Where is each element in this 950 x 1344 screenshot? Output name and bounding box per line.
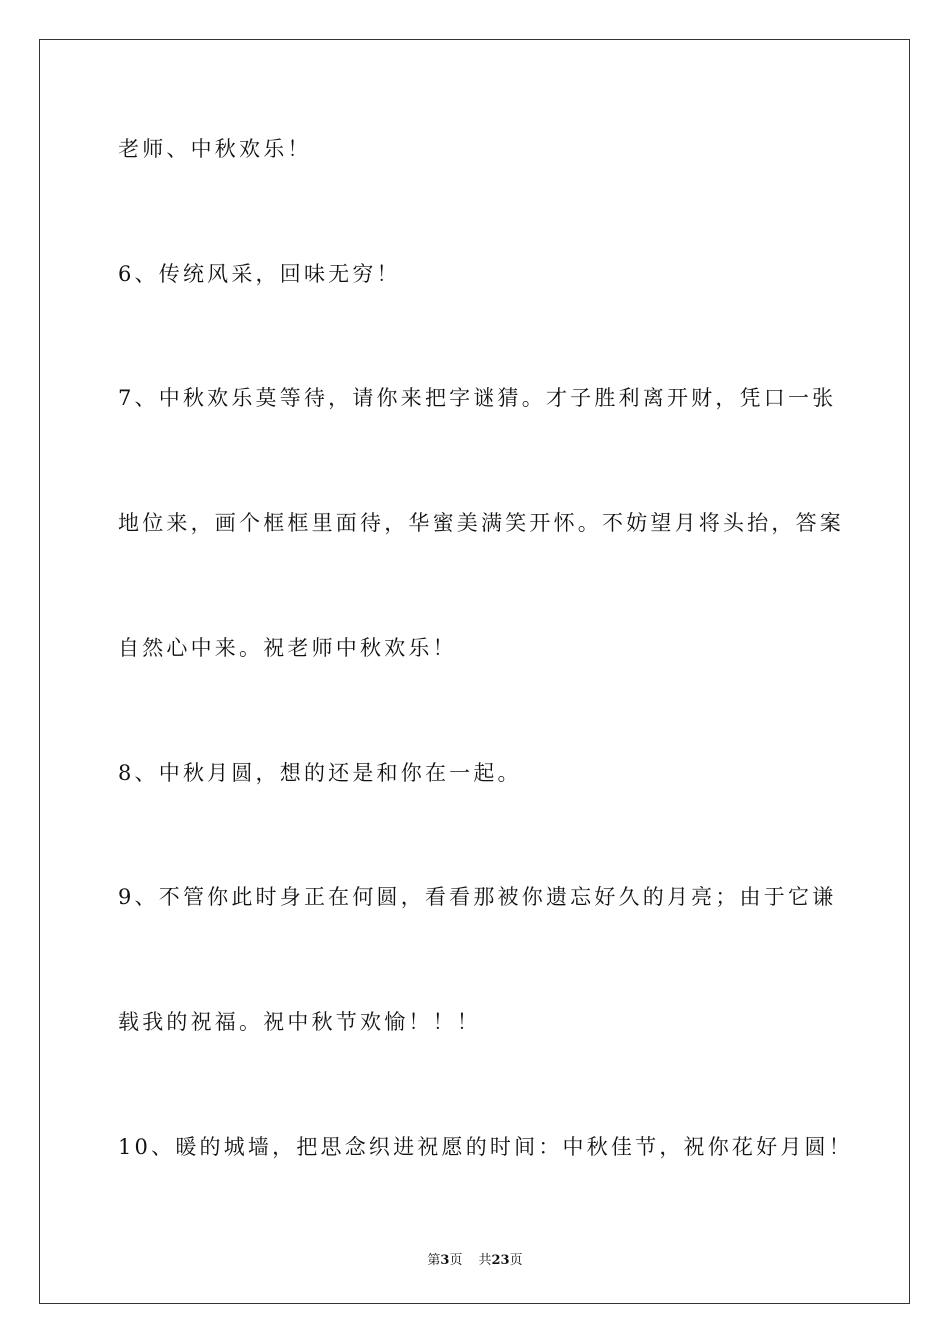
page-number: 3 [440, 1253, 450, 1268]
text-line-6: 8、中秋月圆，想的还是和你在一起。 [118, 761, 522, 785]
text-line-3: 7、中秋欢乐莫等待，请你来把字谜猜。才子胜利离开财，凭口一张 [118, 386, 837, 410]
text-line-9: 10、暖的城墙，把思念织进祝愿的时间：中秋佳节，祝你花好月圆！ [118, 1135, 853, 1159]
total-suffix: 页 [509, 1253, 523, 1268]
page-footer [0, 1249, 950, 1268]
total-prefix: 共 [478, 1253, 492, 1268]
page-border [39, 39, 910, 1304]
text-line-8: 载我的祝福。祝中秋节欢愉！！！ [118, 1010, 481, 1034]
total-pages: 23 [491, 1253, 510, 1268]
page-prefix: 第 [427, 1253, 441, 1268]
text-line-2: 6、传统风采，回味无穷！ [118, 262, 401, 286]
text-line-1: 老师、中秋欢乐！ [118, 137, 312, 161]
text-line-7: 9、不管你此时身正在何圆，看看那被你遗忘好久的月亮；由于它谦 [118, 885, 837, 909]
page-suffix: 页 [449, 1253, 463, 1268]
text-line-5: 自然心中来。祝老师中秋欢乐！ [118, 636, 457, 660]
text-line-4: 地位来，画个框框里面待，华蜜美满笑开怀。不妨望月将头抬，答案 [118, 511, 844, 535]
